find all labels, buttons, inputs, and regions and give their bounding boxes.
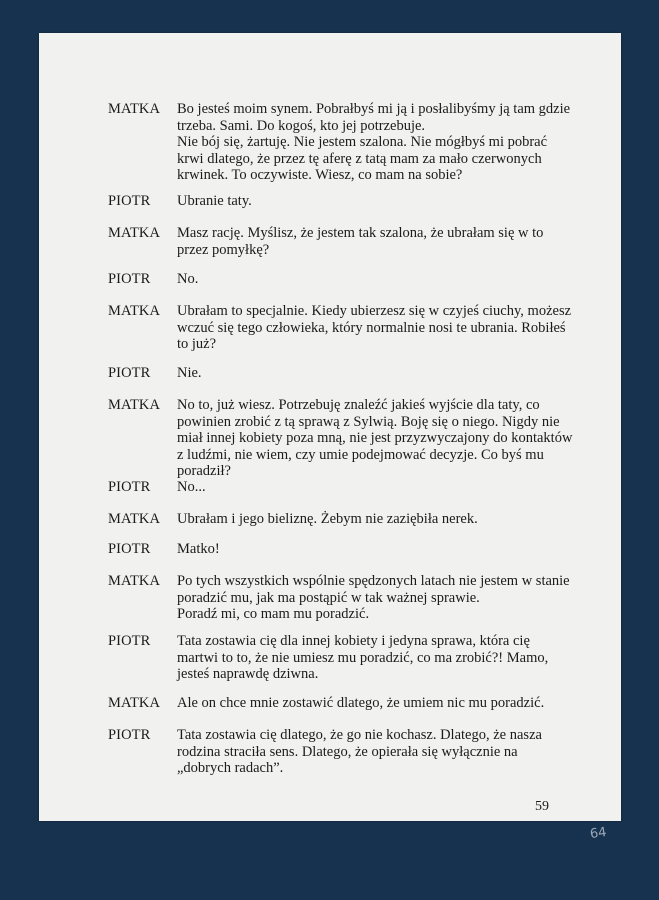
speaker-name: PIOTR — [108, 727, 151, 743]
speaker-name: PIOTR — [108, 479, 151, 495]
speaker-name: MATKA — [108, 695, 161, 711]
speech-text-line: poradzić mu, jak ma postąpić w tak ważnej sprawie. — [177, 589, 480, 606]
speech-text-line: Ubrałam i jego bieliznę. Żebym nie zaziębiła nerek. — [177, 511, 478, 527]
speaker-name: PIOTR — [108, 271, 151, 287]
speech-text — [177, 573, 572, 623]
speaker-name: PIOTR — [108, 365, 151, 381]
speech-text-line: to już? — [177, 336, 217, 352]
speech-text — [177, 479, 572, 496]
speaker-name: MATKA — [108, 303, 161, 319]
speech-text-line: powinien zrobić z tą sprawą z Sylwią. Boję się o niego. Nigdy nie — [177, 413, 560, 430]
speech-text-line: krwi dlatego, że przez tę aferę z tatą mam za mało czerwonych — [177, 150, 542, 167]
speech-text — [177, 695, 572, 712]
speaker-name: PIOTR — [108, 633, 151, 649]
speech-text — [177, 511, 572, 528]
speech-text-line: Nie bój się, żartuję. Nie jestem szalona. Nie mógłbyś mi pobrać — [177, 134, 548, 150]
speech-text-line: wczuć się tego człowieka, który normalnie nosi te ubrania. Robiłeś — [177, 319, 566, 336]
speech-text-line: No... — [177, 479, 206, 495]
document-page — [39, 33, 621, 821]
speech-text — [177, 727, 572, 777]
speech-text-line: przez pomyłkę? — [177, 241, 270, 258]
speech-text-line: trzeba. Sami. Do kogoś, kto jej potrzebuje. — [177, 117, 426, 134]
page-number: 59 — [535, 799, 549, 814]
speech-text — [177, 101, 572, 184]
speech-text-line: Po tych wszystkich wspólnie spędzonych latach nie jestem w stanie — [177, 573, 570, 589]
speech-text-line: Bo jesteś moim synem. Pobrałbyś mi ją i posłalibyśmy ją tam gdzie — [177, 101, 571, 117]
speech-text-line: krwinek. To oczywiste. Wiesz, co mam na sobie? — [177, 167, 463, 183]
speech-text-line: Tata zostawia cię dlatego, że go nie kochasz. Dlatego, że nasza — [177, 727, 542, 743]
speaker-name: PIOTR — [108, 541, 151, 557]
speech-text-line: jesteś naprawdę dziwna. — [177, 666, 319, 682]
dialogue — [39, 33, 621, 821]
speech-text-line: No to, już wiesz. Potrzebuję znaleźć jakieś wyjście dla taty, co — [177, 397, 540, 413]
speech-text-line: Ubrałam to specjalnie. Kiedy ubierzesz się w czyjeś ciuchy, możesz — [177, 303, 572, 319]
speech-text-line: Masz rację. Myślisz, że jestem tak szalona, że ubrałam się w to — [177, 225, 544, 241]
speech-text-line: z ludźmi, nie wiem, czy umie podejmować decyzje. Co byś mu — [177, 446, 544, 463]
speech-text-line: Poradź mi, co mam mu poradzić. — [177, 606, 370, 622]
speech-text — [177, 541, 572, 558]
handwritten-page-mark: 64 — [589, 824, 608, 843]
speech-text-line: Ubranie taty. — [177, 193, 252, 209]
speech-text — [177, 633, 572, 683]
speech-text-line: Tata zostawia cię dla innej kobiety i jedyna sprawa, która cię — [177, 633, 530, 649]
speech-text-line: miał innej kobiety poza mną, nie jest przyzwyczajony do kontaktów — [177, 430, 573, 446]
speech-text — [177, 225, 572, 258]
speech-text-line: Matko! — [177, 541, 220, 557]
speaker-name: MATKA — [108, 397, 161, 413]
speaker-name: MATKA — [108, 573, 161, 589]
speech-text-line: Ale on chce mnie zostawić dlatego, że umiem nic mu poradzić. — [177, 695, 545, 711]
speech-text — [177, 193, 572, 210]
speech-text-line: poradził? — [177, 463, 231, 479]
speech-text-line: „dobrych radach”. — [177, 760, 284, 776]
speech-text — [177, 365, 572, 382]
speaker-name: MATKA — [108, 511, 161, 527]
speech-text-line: martwi to to, że nie umiesz mu poradzić, co ma zrobić?! Mamo, — [177, 649, 549, 666]
speech-text-line: Nie. — [177, 365, 202, 381]
speech-text-line: rodzina straciła sens. Dlatego, że opierała się wyłącznie na — [177, 743, 518, 760]
speech-text — [177, 271, 572, 288]
speaker-name: PIOTR — [108, 193, 151, 209]
speech-text — [177, 397, 572, 480]
speech-text — [177, 303, 572, 353]
speech-text-line: No. — [177, 271, 199, 287]
speaker-name: MATKA — [108, 225, 161, 241]
speaker-name: MATKA — [108, 101, 161, 117]
